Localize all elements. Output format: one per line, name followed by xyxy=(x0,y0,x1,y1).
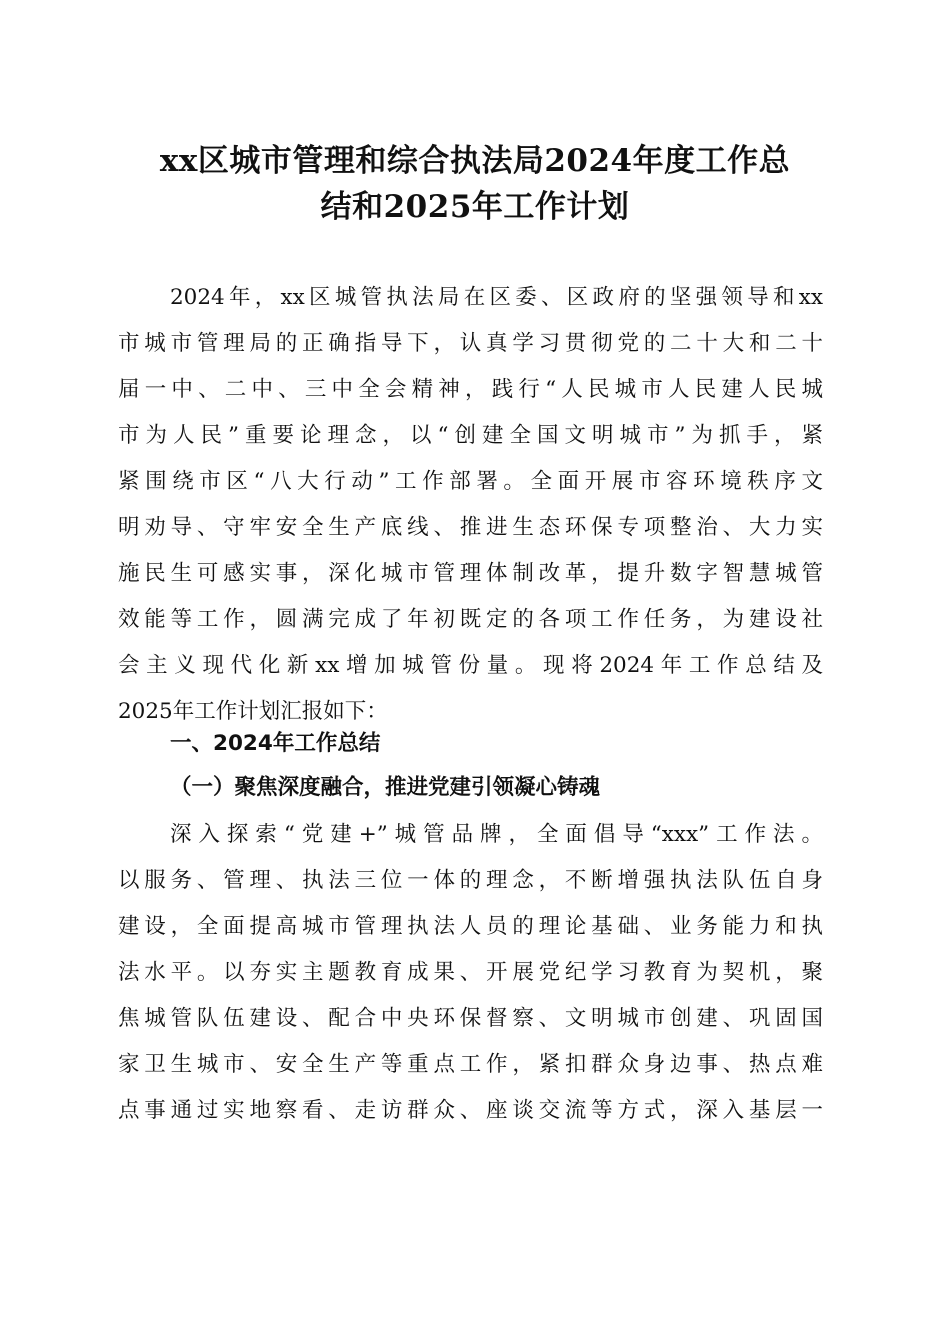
paragraph-line: 市为人民”重要论理念，以“创建全国文明城市”为抓手，紧 xyxy=(118,423,823,448)
paragraph-line: 建设，全面提高城市管理执法人员的理论基础、业务能力和执 xyxy=(118,914,823,939)
intro-paragraph xyxy=(118,275,823,735)
paragraph-line: 会主义现代化新xx增加城管份量。现将2024年工作总结及 xyxy=(118,653,823,678)
paragraph-line: 届一中、二中、三中全会精神，践行“人民城市人民建人民城 xyxy=(118,377,823,402)
subsection-1-heading-block xyxy=(118,765,823,811)
paragraph-line: 市城市管理局的正确指导下，认真学习贯彻党的二十大和二十 xyxy=(118,331,823,356)
paragraph-line: 2025年工作计划汇报如下： xyxy=(118,699,388,724)
title-line-2: 结和2025年工作计划 xyxy=(320,189,630,225)
paragraph-line: 深入探索“党建+”城管品牌，全面倡导“xxx”工作法。 xyxy=(170,822,823,847)
paragraph-line: 点事通过实地察看、走访群众、座谈交流等方式，深入基层一 xyxy=(118,1098,823,1123)
paragraph-line: 效能等工作，圆满完成了年初既定的各项工作任务，为建设社 xyxy=(118,607,823,632)
section-1-paragraph xyxy=(118,812,823,1134)
title-line-1: xx区城市管理和综合执法局2024年度工作总 xyxy=(159,143,791,179)
paragraph-line: 家卫生城市、安全生产等重点工作，紧扣群众身边事、热点难 xyxy=(118,1052,823,1077)
section-1-heading-block xyxy=(118,721,823,767)
paragraph-line: 紧围绕市区“八大行动”工作部署。全面开展市容环境秩序文 xyxy=(118,469,823,494)
paragraph-line: 施民生可感实事，深化城市管理体制改革，提升数字智慧城管 xyxy=(118,561,823,586)
subsection-heading: （一）聚焦深度融合，推进党建引领凝心铸魂 xyxy=(170,775,601,800)
paragraph-line: 焦城管队伍建设、配合中央环保督察、文明城市创建、巩固国 xyxy=(118,1006,823,1031)
paragraph-line: 以服务、管理、执法三位一体的理念，不断增强执法队伍自身 xyxy=(118,868,823,893)
paragraph-line: 法水平。以夯实主题教育成果、开展党纪学习教育为契机，聚 xyxy=(118,960,823,985)
paragraph-line: 2024年，xx区城管执法局在区委、区政府的坚强领导和xx xyxy=(170,285,823,310)
paragraph-line: 明劝导、守牢安全生产底线、推进生态环保专项整治、大力实 xyxy=(118,515,823,540)
section-heading: 一、2024年工作总结 xyxy=(170,731,381,756)
document-title xyxy=(110,138,840,230)
